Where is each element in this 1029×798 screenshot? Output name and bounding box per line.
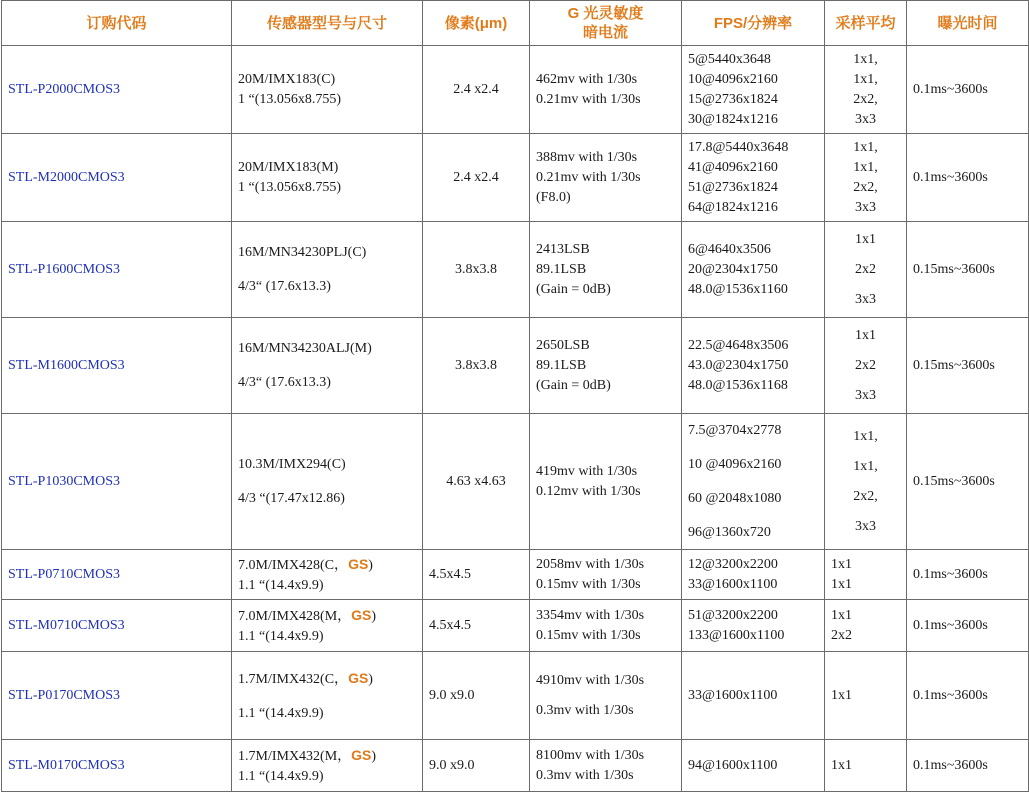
table-row xyxy=(2,414,1029,550)
sensor-model xyxy=(238,605,416,627)
pixel-size: 3.8x3.8 xyxy=(423,318,530,414)
sensor-cell xyxy=(232,414,423,550)
dark-current-value: 0.15mv with 1/30s xyxy=(536,576,641,592)
binning-entry: 2x2 xyxy=(855,261,876,277)
sensor-cell xyxy=(232,652,423,740)
sensor-model-close: ) xyxy=(371,608,377,624)
order-code: STL-P0710CMOS3 xyxy=(2,550,232,600)
binning-entry: 1x1, xyxy=(853,458,878,474)
exposure-time: 0.1ms~3600s xyxy=(907,652,1029,740)
binning-entry: 1x1 xyxy=(831,607,852,623)
binning-entry: 1x1 xyxy=(831,576,852,592)
sensor-cell xyxy=(232,550,423,600)
fps-cell xyxy=(682,550,825,600)
exposure-time: 0.1ms~3600s xyxy=(907,740,1029,792)
fps-entry: 94@1600x1100 xyxy=(688,757,778,773)
binning-entry: 3x3 xyxy=(855,518,876,534)
gain-note: (Gain = 0dB) xyxy=(536,377,611,393)
sensitivity-cell xyxy=(530,652,682,740)
global-shutter-tag: GS xyxy=(351,606,372,623)
sensor-size: 1.1 “(14.4x9.9) xyxy=(238,628,324,644)
binning-entry: 3x3 xyxy=(855,387,876,403)
sensor-model-close: ) xyxy=(368,671,373,687)
binning-cell xyxy=(825,652,907,740)
fps-entry: 33@1600x1100 xyxy=(688,576,778,592)
fps-entry: 17.8@5440x3648 xyxy=(688,139,789,155)
order-code: STL-M1600CMOS3 xyxy=(2,318,232,414)
sensitivity-value: 4910mv with 1/30s xyxy=(536,672,645,688)
sensor-size: 1.1 “(14.4x9.9) xyxy=(238,705,324,721)
sensor-size: 4/3“ (17.6x13.3) xyxy=(238,374,331,390)
fps-entry: 15@2736x1824 xyxy=(688,91,778,107)
fps-cell xyxy=(682,414,825,550)
global-shutter-tag: GS xyxy=(348,669,369,686)
fps-entry: 12@3200x2200 xyxy=(688,556,778,572)
sensitivity-value: 462mv with 1/30s xyxy=(536,71,638,87)
fps-entry: 10 @4096x2160 xyxy=(688,456,782,472)
binning-cell xyxy=(825,318,907,414)
pixel-size: 4.63 x4.63 xyxy=(423,414,530,550)
dark-current-value: 0.21mv with 1/30s xyxy=(536,91,641,107)
order-code: STL-P2000CMOS3 xyxy=(2,46,232,134)
binning-cell xyxy=(825,740,907,792)
fps-entry: 33@1600x1100 xyxy=(688,687,778,703)
fps-entry: 48.0@1536x1168 xyxy=(688,377,788,393)
sensor-size: 1.1 “(14.4x9.9) xyxy=(238,577,324,593)
sensor-model-text: 7.0M/IMX428(M， xyxy=(238,608,352,624)
sensitivity-value: 2650LSB xyxy=(536,337,590,353)
fps-entry: 64@1824x1216 xyxy=(688,199,778,215)
sensitivity-cell xyxy=(530,740,682,792)
exposure-time: 0.15ms~3600s xyxy=(907,414,1029,550)
aperture-note: (F8.0) xyxy=(536,189,571,205)
fps-entry: 20@2304x1750 xyxy=(688,261,778,277)
fps-entry: 51@2736x1824 xyxy=(688,179,778,195)
exposure-time: 0.1ms~3600s xyxy=(907,134,1029,222)
header-sensitivity-line2: 暗电流 xyxy=(582,24,628,41)
binning-entry: 1x1, xyxy=(853,139,878,155)
binning-entry: 1x1, xyxy=(853,51,878,67)
exposure-time: 0.15ms~3600s xyxy=(907,222,1029,318)
global-shutter-tag: GS xyxy=(351,746,372,763)
order-code: STL-M0710CMOS3 xyxy=(2,600,232,652)
exposure-time: 0.15ms~3600s xyxy=(907,318,1029,414)
sensor-cell xyxy=(232,318,423,414)
sensor-cell xyxy=(232,46,423,134)
binning-cell xyxy=(825,222,907,318)
fps-entry: 43.0@2304x1750 xyxy=(688,357,789,373)
header-exposure: 曝光时间 xyxy=(907,1,1029,46)
fps-entry: 30@1824x1216 xyxy=(688,111,778,127)
binning-entry: 1x1 xyxy=(831,687,852,703)
binning-entry: 1x1 xyxy=(831,556,852,572)
dark-current-value: 89.1LSB xyxy=(536,357,587,373)
sensitivity-value: 388mv with 1/30s xyxy=(536,149,638,165)
sensitivity-cell xyxy=(530,134,682,222)
sensor-cell xyxy=(232,600,423,652)
fps-entry: 7.5@3704x2778 xyxy=(688,422,782,438)
table-row xyxy=(2,318,1029,414)
sensitivity-value: 8100mv with 1/30s xyxy=(536,747,645,763)
header-order-code: 订购代码 xyxy=(2,1,232,46)
order-code: STL-P0170CMOS3 xyxy=(2,652,232,740)
dark-current-value: 89.1LSB xyxy=(536,261,587,277)
table-row xyxy=(2,600,1029,652)
binning-entry: 3x3 xyxy=(855,111,876,127)
order-code: STL-M2000CMOS3 xyxy=(2,134,232,222)
binning-entry: 3x3 xyxy=(855,199,876,215)
table-row xyxy=(2,222,1029,318)
fps-entry: 133@1600x1100 xyxy=(688,627,785,643)
pixel-size: 2.4 x2.4 xyxy=(423,134,530,222)
pixel-size: 9.0 x9.0 xyxy=(423,740,530,792)
table-row xyxy=(2,134,1029,222)
binning-entry: 2x2 xyxy=(855,357,876,373)
fps-entry: 5@5440x3648 xyxy=(688,51,771,67)
sensor-size: 1 “(13.056x8.755) xyxy=(238,179,342,195)
sensor-size: 1 “(13.056x8.755) xyxy=(238,91,342,107)
global-shutter-tag: GS xyxy=(348,555,369,572)
sensor-model-close: ) xyxy=(368,557,373,573)
binning-cell xyxy=(825,46,907,134)
binning-entry: 1x1, xyxy=(853,71,878,87)
camera-spec-table xyxy=(1,0,1029,792)
order-code: STL-P1600CMOS3 xyxy=(2,222,232,318)
sensor-model-text: 1.7M/IMX432(M， xyxy=(238,748,352,764)
sensor-model: 10.3M/IMX294(C) xyxy=(238,456,346,472)
sensitivity-value: 2058mv with 1/30s xyxy=(536,556,645,572)
pixel-size: 4.5x4.5 xyxy=(423,600,530,652)
dark-current-value: 0.3mv with 1/30s xyxy=(536,767,634,783)
binning-entry: 2x2, xyxy=(853,91,878,107)
binning-cell xyxy=(825,134,907,222)
sensor-cell xyxy=(232,222,423,318)
sensor-cell xyxy=(232,740,423,792)
header-fps: FPS/分辨率 xyxy=(682,1,825,46)
sensor-size: 4/3 “(17.47x12.86) xyxy=(238,490,345,506)
order-code: STL-M0170CMOS3 xyxy=(2,740,232,792)
binning-entry: 1x1 xyxy=(831,757,852,773)
header-sensitivity xyxy=(530,1,682,46)
table-row xyxy=(2,46,1029,134)
sensor-size: 1.1 “(14.4x9.9) xyxy=(238,768,324,784)
sensor-model-close: ) xyxy=(371,748,377,764)
dark-current-value: 0.12mv with 1/30s xyxy=(536,483,641,499)
sensitivity-cell xyxy=(530,222,682,318)
sensor-model: 16M/MN34230ALJ(M) xyxy=(238,340,372,356)
binning-entry: 2x2 xyxy=(831,627,852,643)
sensitivity-cell xyxy=(530,46,682,134)
fps-entry: 60 @2048x1080 xyxy=(688,490,782,506)
sensor-cell xyxy=(232,134,423,222)
binning-cell xyxy=(825,414,907,550)
sensitivity-cell xyxy=(530,550,682,600)
fps-cell xyxy=(682,652,825,740)
sensitivity-value: 3354mv with 1/30s xyxy=(536,607,645,623)
sensor-model-text: 1.7M/IMX432(C， xyxy=(238,671,349,687)
binning-cell xyxy=(825,600,907,652)
fps-cell xyxy=(682,134,825,222)
sensor-model xyxy=(238,745,416,767)
sensor-model xyxy=(238,668,416,690)
header-binning: 采样平均 xyxy=(825,1,907,46)
exposure-time: 0.1ms~3600s xyxy=(907,550,1029,600)
header-row xyxy=(2,1,1029,46)
header-pixel: 像素(μm) xyxy=(423,1,530,46)
fps-entry: 6@4640x3506 xyxy=(688,241,771,257)
fps-entry: 96@1360x720 xyxy=(688,524,771,540)
pixel-size: 3.8x3.8 xyxy=(423,222,530,318)
sensor-model-text: 7.0M/IMX428(C， xyxy=(238,557,349,573)
fps-cell xyxy=(682,318,825,414)
dark-current-value: 0.21mv with 1/30s xyxy=(536,169,641,185)
sensitivity-cell xyxy=(530,318,682,414)
gain-note: (Gain = 0dB) xyxy=(536,281,611,297)
fps-entry: 41@4096x2160 xyxy=(688,159,778,175)
dark-current-value: 0.15mv with 1/30s xyxy=(536,627,641,643)
pixel-size: 9.0 x9.0 xyxy=(423,652,530,740)
binning-entry: 1x1 xyxy=(855,231,876,247)
sensitivity-value: 2413LSB xyxy=(536,241,590,257)
sensitivity-cell xyxy=(530,600,682,652)
sensor-model xyxy=(238,554,416,576)
pixel-size: 2.4 x2.4 xyxy=(423,46,530,134)
sensor-model: 16M/MN34230PLJ(C) xyxy=(238,244,367,260)
binning-cell xyxy=(825,550,907,600)
sensor-model: 20M/IMX183(C) xyxy=(238,71,336,87)
binning-entry: 1x1 xyxy=(855,327,876,343)
sensitivity-value: 419mv with 1/30s xyxy=(536,463,638,479)
header-sensor: 传感器型号与尺寸 xyxy=(232,1,423,46)
order-code: STL-P1030CMOS3 xyxy=(2,414,232,550)
sensor-size: 4/3“ (17.6x13.3) xyxy=(238,278,331,294)
pixel-size: 4.5x4.5 xyxy=(423,550,530,600)
binning-entry: 2x2, xyxy=(853,179,878,195)
fps-cell xyxy=(682,222,825,318)
sensor-model: 20M/IMX183(M) xyxy=(238,159,339,175)
fps-cell xyxy=(682,46,825,134)
binning-entry: 3x3 xyxy=(855,291,876,307)
sensitivity-cell xyxy=(530,414,682,550)
table-row xyxy=(2,652,1029,740)
fps-entry: 10@4096x2160 xyxy=(688,71,778,87)
table-row xyxy=(2,740,1029,792)
dark-current-value: 0.3mv with 1/30s xyxy=(536,702,634,718)
fps-entry: 22.5@4648x3506 xyxy=(688,337,789,353)
fps-entry: 51@3200x2200 xyxy=(688,607,778,623)
exposure-time: 0.1ms~3600s xyxy=(907,600,1029,652)
binning-entry: 1x1, xyxy=(853,428,878,444)
fps-cell xyxy=(682,740,825,792)
binning-entry: 2x2, xyxy=(853,488,878,504)
fps-entry: 48.0@1536x1160 xyxy=(688,281,788,297)
fps-cell xyxy=(682,600,825,652)
header-sensitivity-line1: G 光灵敏度 xyxy=(567,5,644,22)
binning-entry: 1x1, xyxy=(853,159,878,175)
table-row xyxy=(2,550,1029,600)
exposure-time: 0.1ms~3600s xyxy=(907,46,1029,134)
